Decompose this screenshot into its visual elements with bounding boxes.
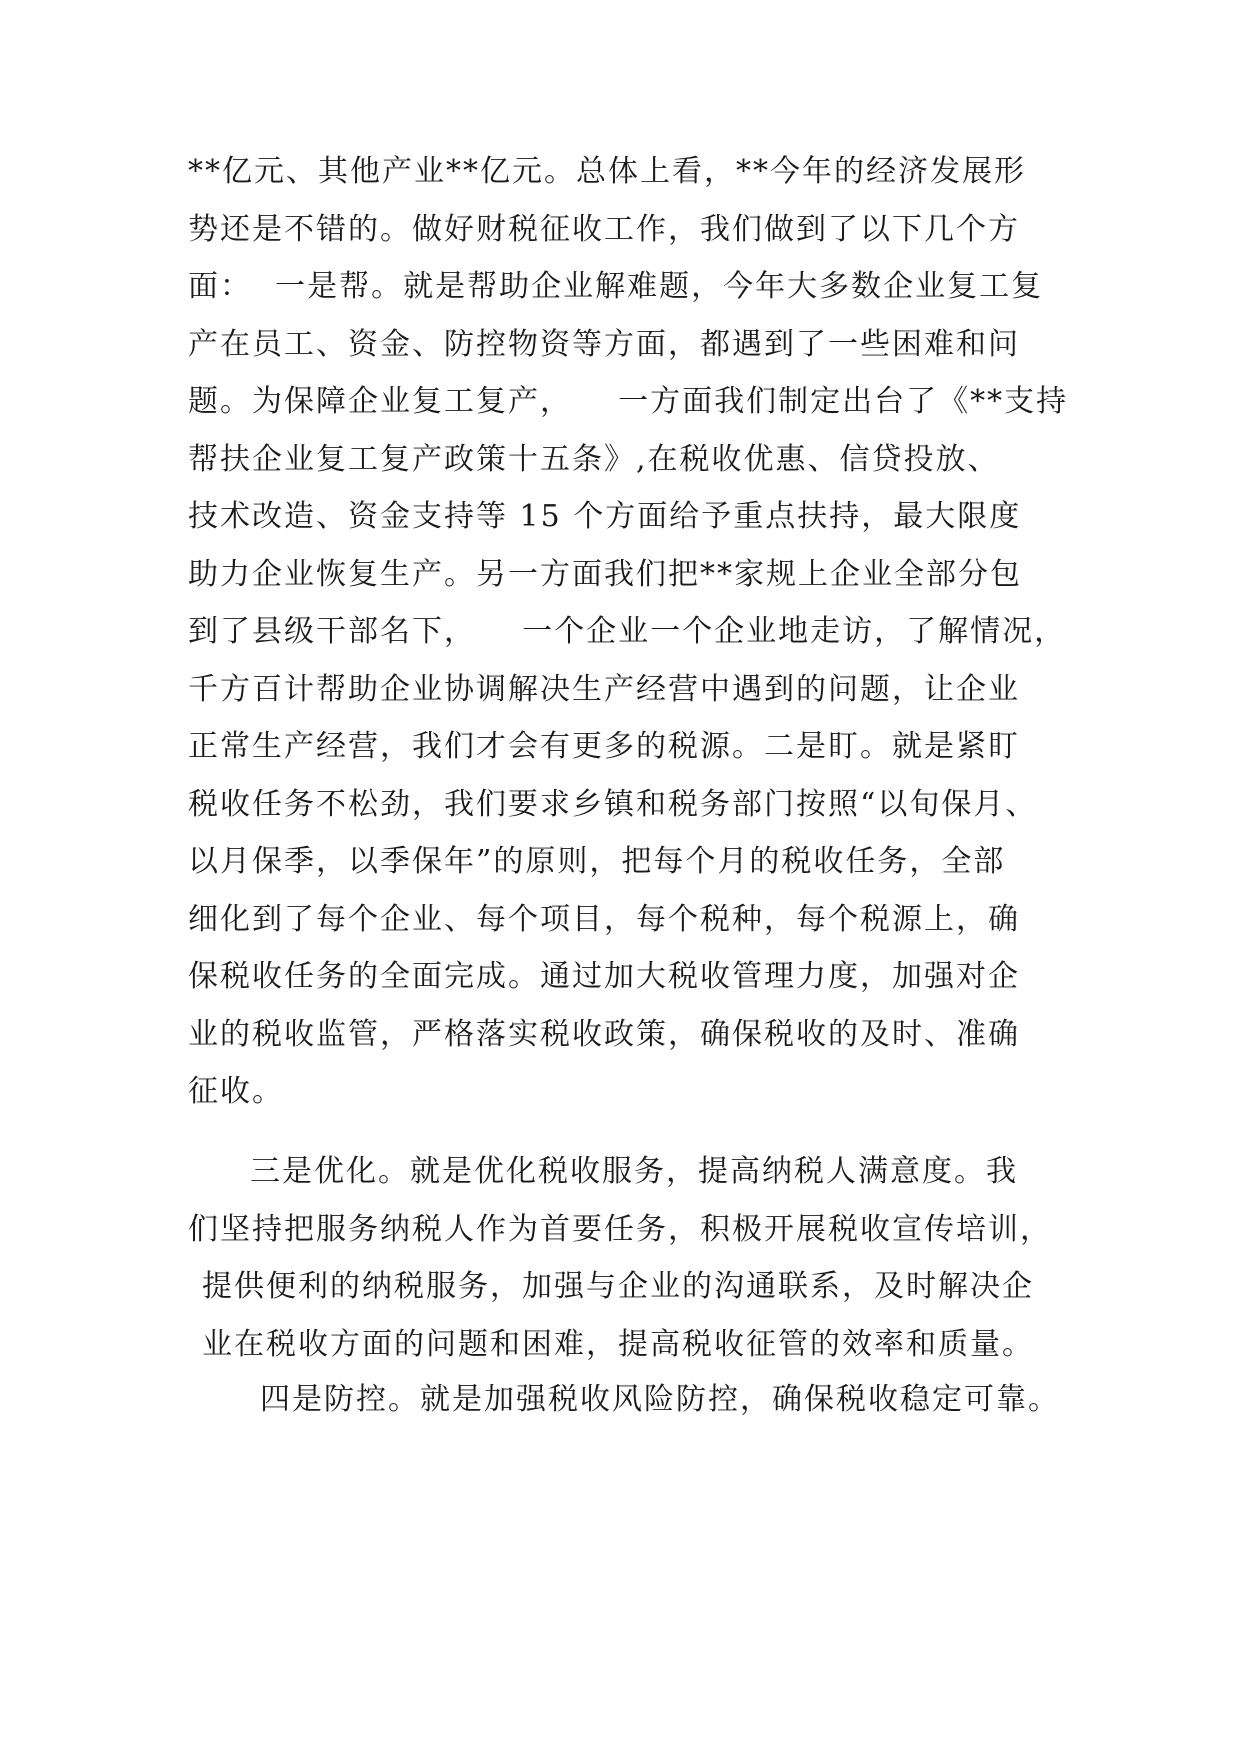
text-line: 业在税收方面的问题和困难，提高税收征管的效率和质量。 <box>202 1327 1034 1362</box>
text-line: 保税收任务的全面完成。通过加大税收管理力度，加强对企 <box>188 959 1020 994</box>
text-line: 面： 一是帮。就是帮助企业解难题，今年大多数企业复工复 <box>188 269 1044 304</box>
text-line: 帮扶企业复工复产政策十五条》,在税收优惠、信贷投放、 <box>188 442 1000 477</box>
text-line: **亿元、其他产业**亿元。总体上看，**今年的经济发展形 <box>188 154 1026 189</box>
text-line: 到了县级干部名下， 一个企业一个企业地走访，了解情况， <box>188 614 1067 649</box>
text-line: 技术改造、资金支持等 15 个方面给予重点扶持，最大限度 <box>188 499 1022 534</box>
text-line: 征收。 <box>188 1074 284 1109</box>
text-line: 千方百计帮助企业协调解决生产经营中遇到的问题，让企业 <box>188 672 1020 707</box>
text-line: 势还是不错的。做好财税征收工作，我们做到了以下几个方 <box>188 212 1020 247</box>
text-line: 三是优化。就是优化税收服务，提高纳税人满意度。我 <box>250 1154 1018 1189</box>
text-line: 产在员工、资金、防控物资等方面，都遇到了一些困难和问 <box>188 327 1020 362</box>
text-line: 题。为保障企业复工复产， 一方面我们制定出台了《**支持 <box>188 384 1069 419</box>
text-line: 业的税收监管，严格落实税收政策，确保税收的及时、准确 <box>188 1017 1020 1052</box>
text-line: 正常生产经营，我们才会有更多的税源。二是盯。就是紧盯 <box>188 729 1020 764</box>
text-line: 四是防控。就是加强税收风险防控，确保税收稳定可靠。 <box>260 1382 1060 1417</box>
text-line: 以月保季，以季保年”的原则，把每个月的税收任务，全部 <box>188 844 1006 879</box>
text-line: 提供便利的纳税服务，加强与企业的沟通联系，及时解决企 <box>202 1269 1034 1304</box>
text-line: 税收任务不松劲，我们要求乡镇和税务部门按照“以旬保月、 <box>188 787 1038 822</box>
text-line: 们坚持把服务纳税人作为首要任务，积极开展税收宣传培训， <box>188 1212 1052 1247</box>
text-line: 助力企业恢复生产。另一方面我们把**家规上企业全部分包 <box>188 557 1022 592</box>
text-line: 细化到了每个企业、每个项目，每个税种，每个税源上，确 <box>188 902 1020 937</box>
